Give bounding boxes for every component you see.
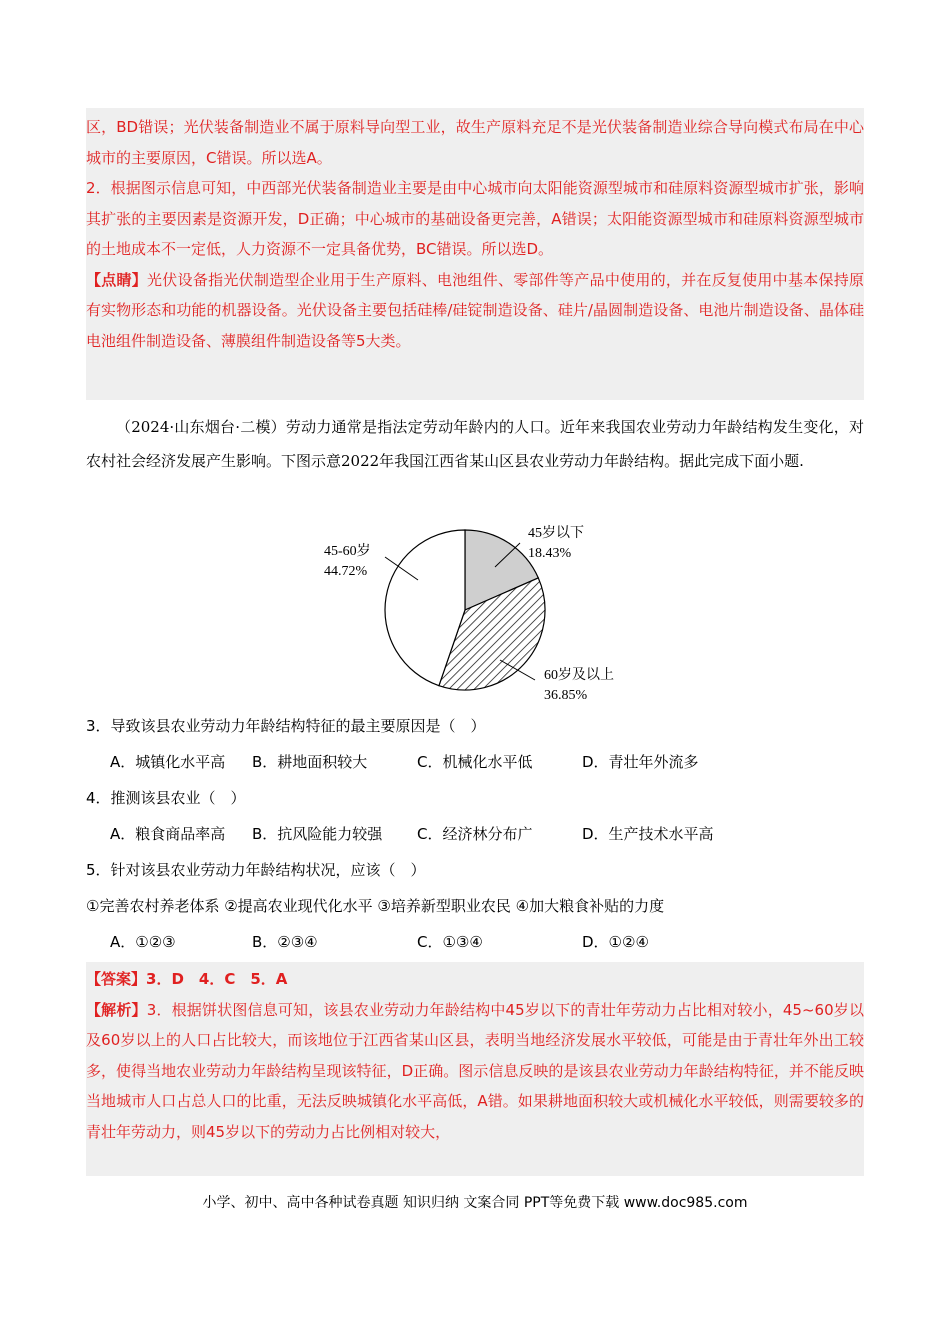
option-3d: D．青壮年外流多 bbox=[582, 753, 699, 771]
answer-text: 3．D 4．C 5．A bbox=[146, 970, 288, 988]
answer-line bbox=[86, 964, 864, 995]
page-footer: 小学、初中、高中各种试卷真题 知识归纳 文案合同 PPT等免费下载 www.doc985.com bbox=[202, 1195, 748, 1211]
explanation-block bbox=[86, 112, 864, 356]
option-4a: A．粮食商品率高 bbox=[110, 825, 226, 843]
answer-block bbox=[86, 964, 864, 1147]
option-5c: C．①③④ bbox=[417, 933, 483, 951]
answer-tag: 【答案】 bbox=[86, 970, 147, 988]
label-45-under: 45岁以下 bbox=[528, 526, 584, 541]
question-3-stem: 3．导致该县农业劳动力年龄结构特征的最主要原因是（ ） bbox=[86, 717, 486, 735]
option-5d: D．①②④ bbox=[582, 933, 649, 951]
label-60-over: 60岁及以上 bbox=[544, 668, 614, 683]
analysis-tag: 【解析】 bbox=[86, 1000, 147, 1019]
option-4d: D．生产技术水平高 bbox=[582, 825, 714, 843]
key-point-text: 光伏设备指光伏制造型企业用于生产原料、电池组件、零部件等产品中使用的，并在反复使用中基本保持原有实物形态和功能的机器设备。光伏设备主要包括硅棒/硅锭制造设备、硅片/晶圆制造设备、电池片制造设备、晶体硅电池组件制造设备、薄膜组件制造设备等5大类。 bbox=[86, 270, 864, 350]
option-5b: B．②③④ bbox=[252, 933, 318, 951]
label-45-under-pct: 18.43% bbox=[528, 546, 572, 561]
option-4b: B．抗风险能力较强 bbox=[252, 825, 383, 843]
question-5-stem: 5．针对该县农业劳动力年龄结构状况，应该（ ） bbox=[86, 861, 426, 879]
key-point-paragraph bbox=[86, 265, 864, 357]
intro-text: （2024·山东烟台·二模）劳动力通常是指法定劳动年龄内的人口。近年来我国农业劳动力年龄结构发生变化，对农村社会经济发展产生影响。下图示意2022年我国江西省某山区县农业劳动力年龄结构。据此完成下面小题. bbox=[86, 418, 864, 470]
explanation-paragraph-2: 2．根据图示信息可知，中西部光伏装备制造业主要是由中心城市向太阳能资源型城市和硅原料资源型城市扩张，影响其扩张的主要因素是资源开发，D正确；中心城市的基础设备更完善，A错误；太阳能资源型城市和硅原料资源型城市的土地成本不一定低，人力资源不一定具备优势，BC错误。所以选D。 bbox=[86, 179, 864, 258]
question-4-stem: 4．推测该县农业（ ） bbox=[86, 789, 246, 807]
question-intro bbox=[86, 410, 864, 478]
explanation-paragraph-1: 区，BD错误；光伏装备制造业不属于原料导向型工业，故生产原料充足不是光伏装备制造业综合导向模式布局在中心城市的主要原因，C错误。所以选A。 bbox=[86, 118, 864, 167]
label-60-over-pct: 36.85% bbox=[544, 688, 588, 703]
label-45-60-pct: 44.72% bbox=[324, 564, 368, 579]
option-3c: C．机械化水平低 bbox=[417, 753, 533, 771]
key-point-tag: 【点睛】 bbox=[86, 270, 148, 289]
pie-chart bbox=[300, 515, 640, 715]
label-45-60: 45-60岁 bbox=[324, 544, 371, 559]
analysis-text: 3．根据饼状图信息可知，该县农业劳动力年龄结构中45岁以下的青壮年劳动力占比相对较小，45~60岁以及60岁以上的人口占比较大，而该地位于江西省某山区县，表明当地经济发展水平较低，可能是由于青壮年外出工较多，使得当地农业劳动力年龄结构呈现该特征，D正确。图示信息反映的是该县农业劳动力年龄结构特征，并不能反映当地城市人口占总人口的比重，无法反映城镇化水平高低，A错。如果耕地面积较大或机械化水平较低，则需要较多的青壮年劳动力，则45岁以下的劳动力占比例相对较大， bbox=[86, 1000, 864, 1141]
option-3a: A．城镇化水平高 bbox=[110, 753, 226, 771]
option-4c: C．经济林分布广 bbox=[417, 825, 533, 843]
analysis-paragraph bbox=[86, 995, 864, 1148]
option-3b: B．耕地面积较大 bbox=[252, 753, 368, 771]
question-5-statements: ①完善农村养老体系 ②提高农业现代化水平 ③培养新型职业农民 ④加大粮食补贴的力度 bbox=[86, 897, 665, 915]
option-5a: A．①②③ bbox=[110, 933, 176, 951]
